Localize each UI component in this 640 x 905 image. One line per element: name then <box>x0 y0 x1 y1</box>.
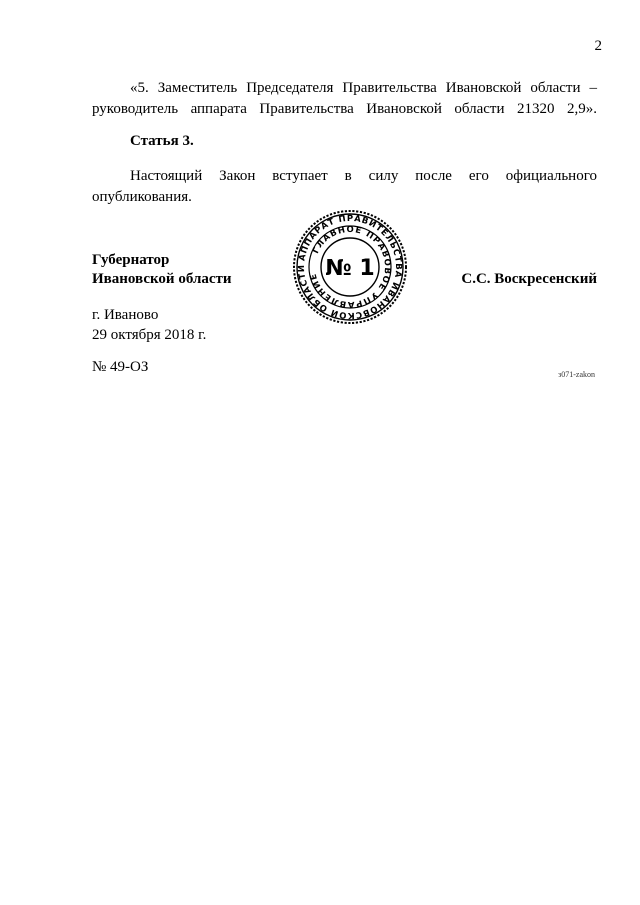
signatory-title-line-1: Губернатор <box>92 252 170 268</box>
page-number: 2 <box>594 38 602 54</box>
document-id: з071-zakon <box>558 370 595 379</box>
paragraph-1-line-2: руководитель аппарата Правительства Ивановской области 21320 2,9». <box>92 101 597 117</box>
paragraph-2-line-1: Настоящий Закон вступает в силу после его официального <box>130 168 597 184</box>
article-title: Статья 3. <box>130 133 194 149</box>
paragraph-1-line-1: «5. Заместитель Председателя Правительства Ивановской области – <box>130 80 597 96</box>
place: г. Иваново <box>92 307 159 323</box>
seal-outer-text: АППАРАТ ПРАВИТЕЛЬСТВА ИВАНОВСКОЙ ОБЛАСТИ <box>296 213 404 321</box>
seal-number: № 1 <box>325 256 375 281</box>
seal-inner-text: ГЛАВНОЕ ПРАВОВОЕ УПРАВЛЕНИЕ <box>308 224 393 310</box>
signatory-name: С.С. Воскресенский <box>461 271 597 287</box>
law-number: № 49-ОЗ <box>92 359 149 375</box>
official-seal <box>286 208 414 326</box>
signatory-title-line-2: Ивановской области <box>92 271 232 287</box>
paragraph-2-line-2: опубликования. <box>92 189 192 205</box>
date: 29 октября 2018 г. <box>92 327 207 343</box>
